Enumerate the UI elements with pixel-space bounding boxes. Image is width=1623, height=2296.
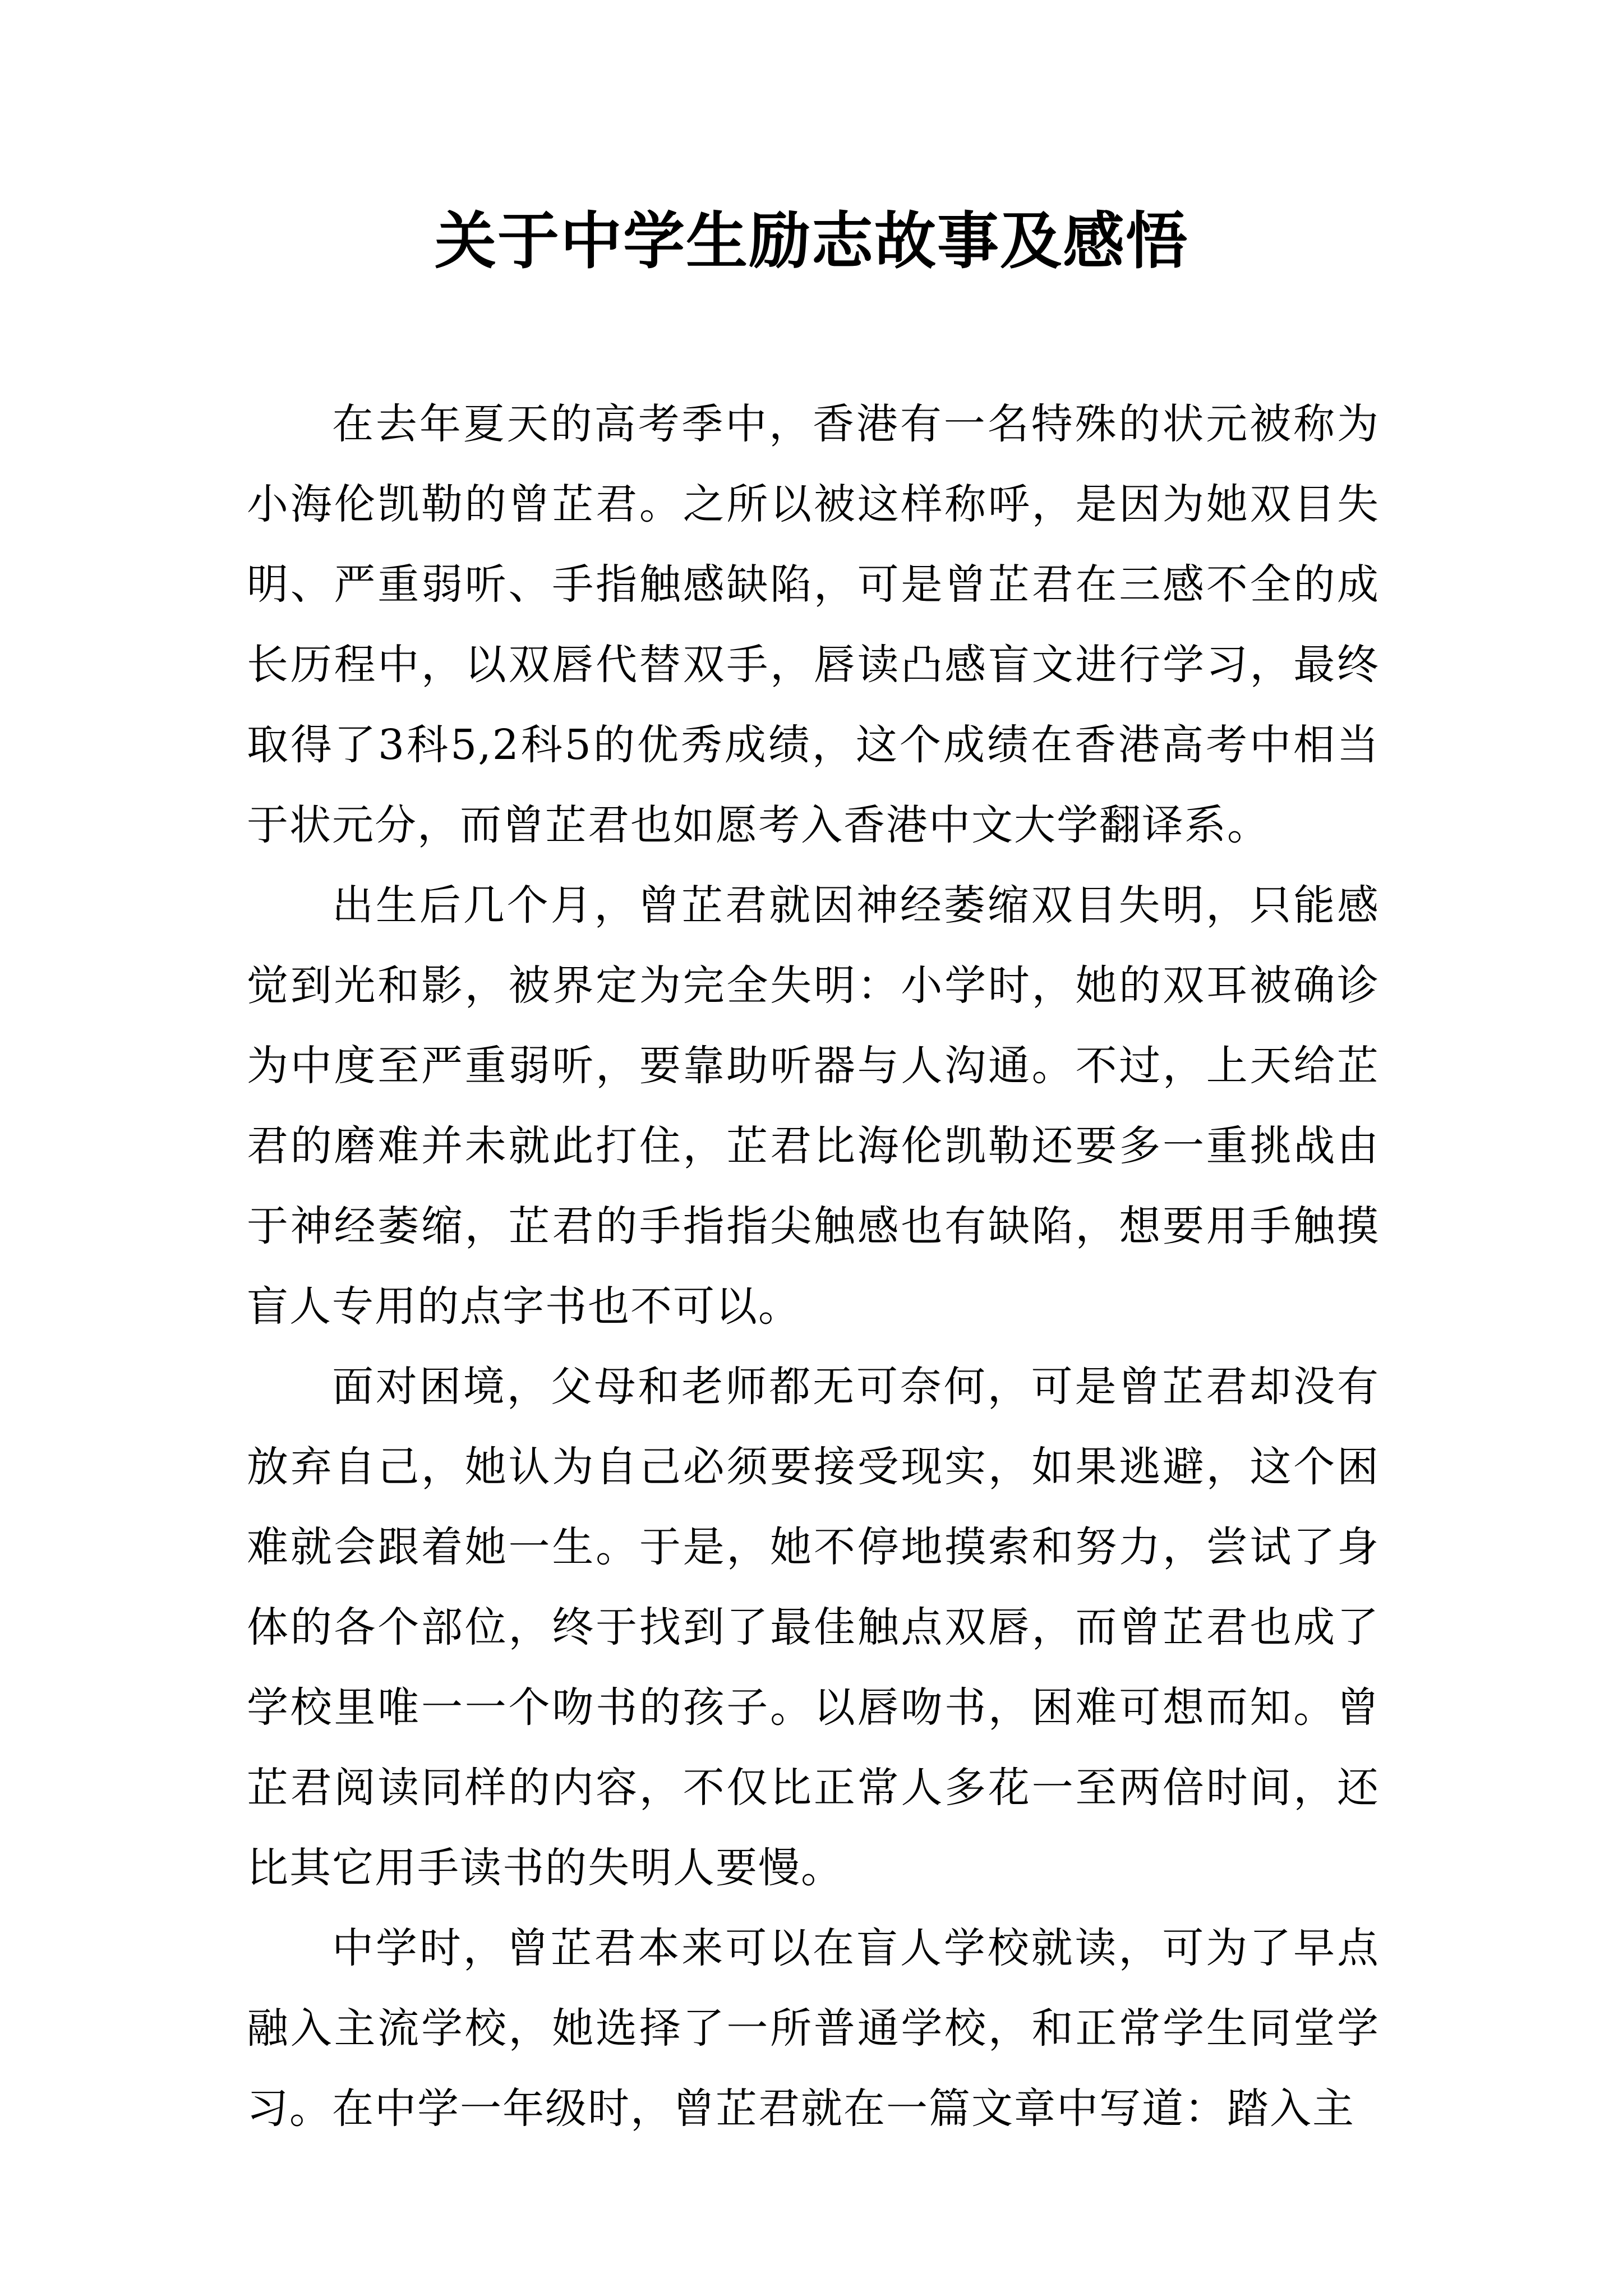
document-title: 关于中学生励志故事及感悟: [435, 205, 1188, 277]
paragraph: 在去年夏天的高考季中，香港有一名特殊的状元被称为小海伦凯勒的曾芷君。之所以被这样称呼，是因为她双目失明、严重弱听、手指触感缺陷，可是曾芷君在三感不全的成长历程中，以双唇代替双手，唇读凸感盲文进行学习，最终取得了3科5,2科5的优秀成绩，这个成绩在香港高考中相当于状元分，而曾芷君也如愿考入香港中文大学翻译系。: [247, 400, 1380, 849]
document-body: [247, 384, 1380, 2149]
paragraph: 面对困境，父母和老师都无可奈何，可是曾芷君却没有放弃自己，她认为自己必须要接受现实，如果逃避，这个困难就会跟着她一生。于是，她不停地摸索和努力，尝试了身体的各个部位，终于找到了最佳触点双唇，而曾芷君也成了学校里唯一一个吻书的孩子。以唇吻书，困难可想而知。曾芷君阅读同样的内容，不仅比正常人多花一至两倍时间，还比其它用手读书的失明人要慢。: [247, 1363, 1380, 1892]
paragraph: 中学时，曾芷君本来可以在盲人学校就读，可为了早点融入主流学校，她选择了一所普通学校，和正常学生同堂学习。在中学一年级时，曾芷君就在一篇文章中写道：踏入主: [247, 1924, 1380, 2133]
paragraph: 出生后几个月，曾芷君就因神经萎缩双目失明，只能感觉到光和影，被界定为完全失明：小学时，她的双耳被确诊为中度至严重弱听，要靠助听器与人沟通。不过，上天给芷君的磨难并未就此打住，芷君比海伦凯勒还要多一重挑战由于神经萎缩，芷君的手指指尖触感也有缺陷，想要用手触摸盲人专用的点字书也不可以。: [247, 881, 1380, 1331]
